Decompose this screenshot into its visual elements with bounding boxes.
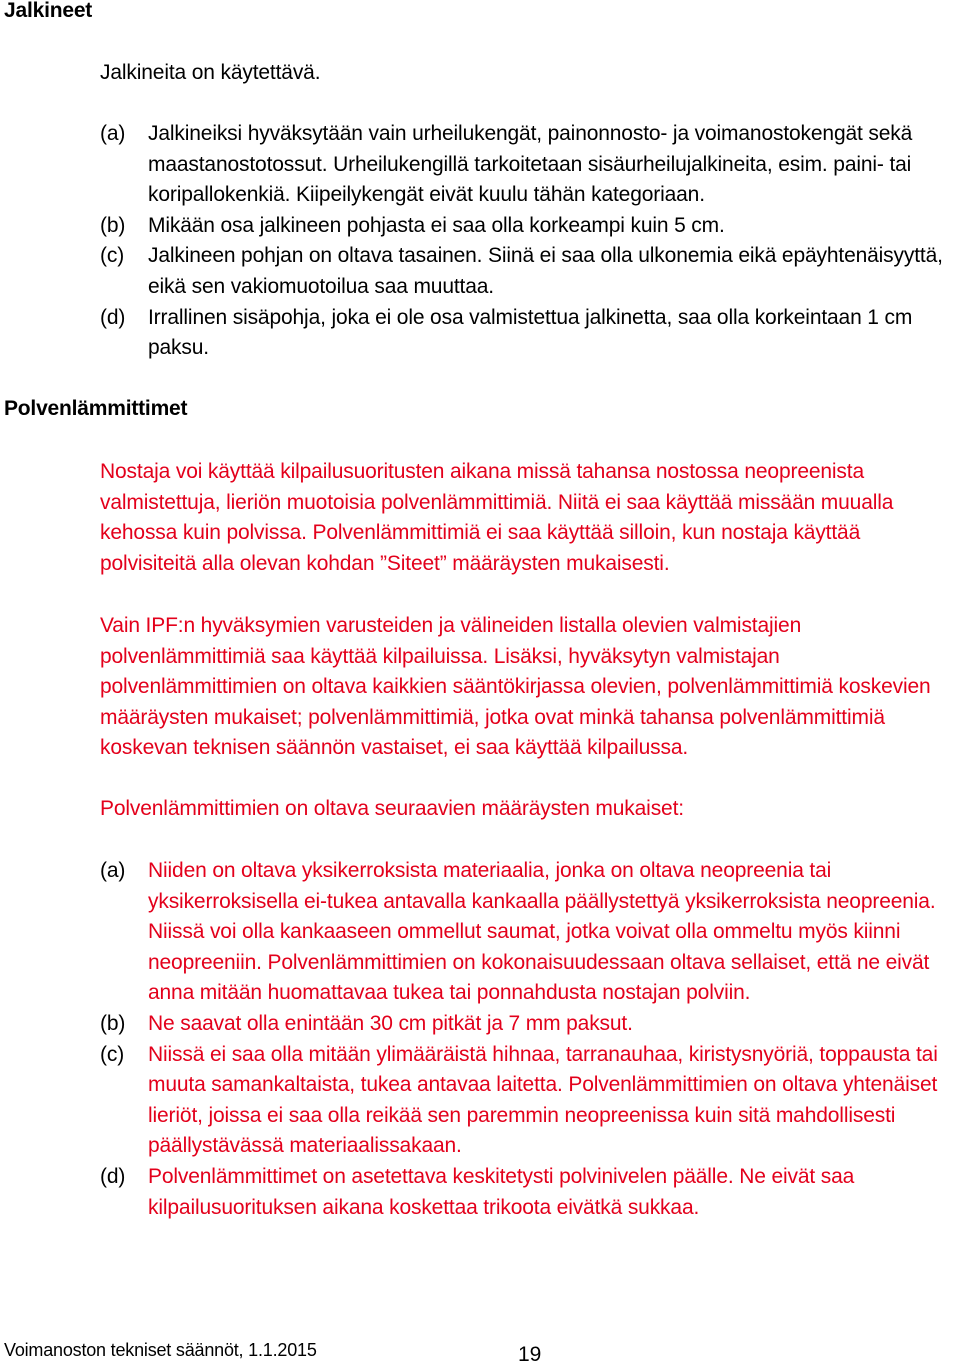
section-heading-knee-sleeves: Polvenlämmittimet [4,397,188,420]
list-item-text: Mikään osa jalkineen pohjasta ei saa olla korkeampi kuin 5 cm. [148,213,725,237]
list-item [100,241,958,302]
list-item-text: Ne saavat olla enintään 30 cm pitkät ja 7 mm paksut. [148,1011,633,1035]
knee-sleeves-para-2: Vain IPF:n hyväksymien varusteiden ja välineiden listalla olevien valmistajien polvenlämmittimiä saa käyttää kilpailuissa. Lisäksi, hyväksytyn valmistajan polvenlämmittimien on oltava kaikkien sääntökirjassa olevien, polvenlämmittimiä koskevien määräysten mukaiset; polvenlämmittimiä, jotka ovat minkä tahansa polvenlämmittimiä koskevan teknisen säännön vastaiset, ei saa käyttää kilpailussa. [100,614,931,760]
list-marker: (b) [100,1011,126,1035]
list-marker: (c) [100,244,125,268]
list-item [100,1009,958,1040]
list-item [100,211,958,242]
list-marker: (d) [100,1164,126,1188]
list-item [100,1162,958,1223]
section-heading-footwear: Jalkineet [4,0,93,22]
list-item-text: Irrallinen sisäpohja, joka ei ole osa valmistettua jalkinetta, saa olla korkeintaan 1 cm paksu. [148,305,913,360]
list-item-text: Jalkineiksi hyväksytään vain urheilukengät, painonnosto- ja voimanostokengät sekä maastanostotossut. Urheilukengillä tarkoitetaan sisäurheilujalkineita, esim. paini- tai koripallokenkiä. Kiipeilykengät eivät kuulu tähän kategoriaan. [148,122,913,207]
knee-sleeves-para-3: Polvenlämmittimien on oltava seuraavien määräysten mukaiset: [100,797,684,820]
list-item-text: Polvenlämmittimet on asetettava keskitetysti polvinivelen päälle. Ne eivät saa kilpailusuorituksen aikana koskettaa trikoota eivätkä sukkaa. [148,1164,855,1219]
list-item [100,119,958,211]
list-item [100,303,958,364]
list-item-text: Niiden on oltava yksikerroksista materiaalia, jonka on oltava neopreenia tai yksikerroksisella ei-tukea antavalla kankaalla päällystettyä yksikerroksista neopreenia. Niissä voi olla kankaaseen ommellut saumat, jotka voivat olla ommeltu myös kiinni neopreeniin. Polvenlämmittimien on kokonaisuudessaan oltava sellaiset, että ne eivät anna mitään huomattavaa tukea tai ponnahdusta nostajan polviin. [148,859,936,1005]
page-number: 19 [518,1343,542,1366]
list-marker: (c) [100,1042,125,1066]
list-marker: (b) [100,213,126,237]
list-marker: (a) [100,859,126,882]
knee-sleeves-rules-list [100,856,958,1223]
list-item-text: Jalkineen pohjan on oltava tasainen. Siinä ei saa olla ulkonemia eikä epäyhtenäisyyttä, eikä sen vakiomuotoilua saa muuttaa. [148,244,943,298]
knee-sleeves-para-1: Nostaja voi käyttää kilpailusuoritusten aikana missä tahansa nostossa neopreenista valmistettuja, lieriön muotoisia polvenlämmittimiä. Niitä ei saa käyttää missään muualla kehossa kuin polvissa. Polvenlämmittimiä ei saa käyttää silloin, kun nostaja käyttää polvisiteitä alla olevan kohdan ”Siteet” määräysten mukaisesti. [100,460,894,575]
list-marker: (a) [100,122,126,145]
footer-document-title: Voimanoston tekniset säännöt, 1.1.2015 [4,1340,317,1360]
footwear-rules-list [100,119,958,364]
list-item-text: Niissä ei saa olla mitään ylimääräistä hihnaa, tarranauhaa, kiristysnyöriä, toppausta tai muuta samankaltaista, tukea antavaa laitetta. Polvenlämmittimien on oltava yhtenäiset lieriöt, joissa ei saa olla reikää sen paremmin neopreenissa kuin sitä mahdollisesti päällystävässä materiaalissakaan. [148,1042,938,1158]
list-item [100,1040,958,1162]
list-item [100,856,958,1009]
footwear-intro: Jalkineita on käytettävä. [100,61,321,84]
list-marker: (d) [100,305,126,329]
